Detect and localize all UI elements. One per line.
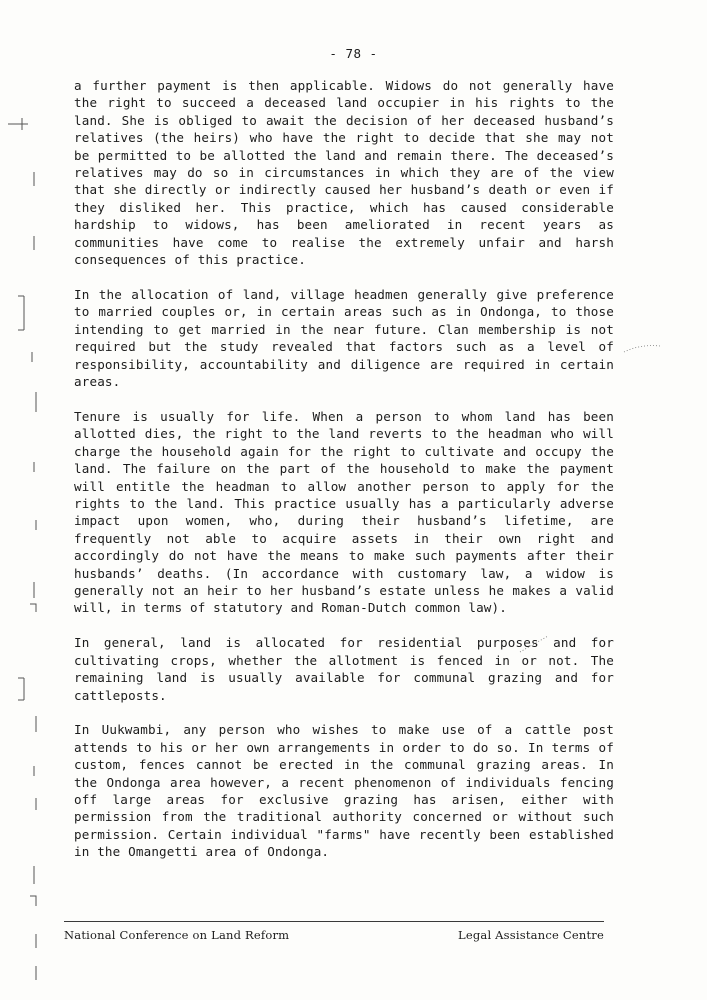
footer-divider xyxy=(64,921,604,922)
footer-conference-title: National Conference on Land Reform xyxy=(64,928,290,942)
paragraph-widows-rights: a further payment is then applicable. Widows do not generally have the right to succeed a deceased land occupier in his rights to the land. She is obliged to await the decision of her deceased husband’s relatives (the heirs) who have the right to decide that she may not be permitted to be allotted the land and remain there. The deceased’s relatives may do so in circumstances in which they are of the view that she directly or indirectly caused her husband’s death or even if they disliked her. This practice, which has caused considerable hardship to widows, has been ameliorated in recent years as communities have come to realise the extremely unfair and harsh consequences of this practice. xyxy=(74,78,614,268)
page-footer xyxy=(64,928,604,942)
ink-smudge xyxy=(624,346,660,352)
footer-organization: Legal Assistance Centre xyxy=(457,928,604,942)
body-text xyxy=(74,77,614,878)
paragraph-land-allocation: In the allocation of land, village headmen generally give preference to married couples or, in certain areas such as in Ondonga, to those intending to get married in the near future. Clan membership is not required but the study revealed that factors such as a level of responsibility, accountability and diligence are required in certain areas. xyxy=(74,286,614,389)
page-number: - 78 - xyxy=(329,46,378,61)
paragraph-tenure: Tenure is usually for life. When a person to whom land has been allotted dies, the right to the land reverts to the headman who will charge the household again for the right to cultivate and occupy the land. The failure on the part of the household to make the payment will entitle the headman to allow another person to apply for the rights to the land. This practice usually has a particularly adverse impact upon women, who, during their husband’s lifetime, are frequently not able to acquire assets in their own right and accordingly do not have the means to make such payments after their husbands’ deaths. (In accordance with customary law, a widow is generally not an heir to her husband’s estate unless he makes a valid will, in terms of statutory and Roman-Dutch common law). xyxy=(74,408,614,616)
paragraph-land-use: In general, land is allocated for residential purposes and for cultivating crops, whether the allotment is fenced in or not. The remaining land is usually available for communal grazing and for cattleposts. xyxy=(74,635,614,703)
punch-mark xyxy=(8,118,28,130)
binding-bracket xyxy=(18,296,24,330)
paragraph-uukwambi: In Uukwambi, any person who wishes to make use of a cattle post attends to his or her own arrangements in order to do so. In terms of custom, fences cannot be erected in the communal grazing areas. In the Ondonga area however, a recent phenomenon of individuals fencing off large areas for exclusive grazing has arisen, either with permission from the traditional authority concerned or without such permission. Certain individual "farms" have recently been established in the Omangetti area of Ondonga. xyxy=(74,722,614,860)
binding-bracket xyxy=(18,678,24,700)
